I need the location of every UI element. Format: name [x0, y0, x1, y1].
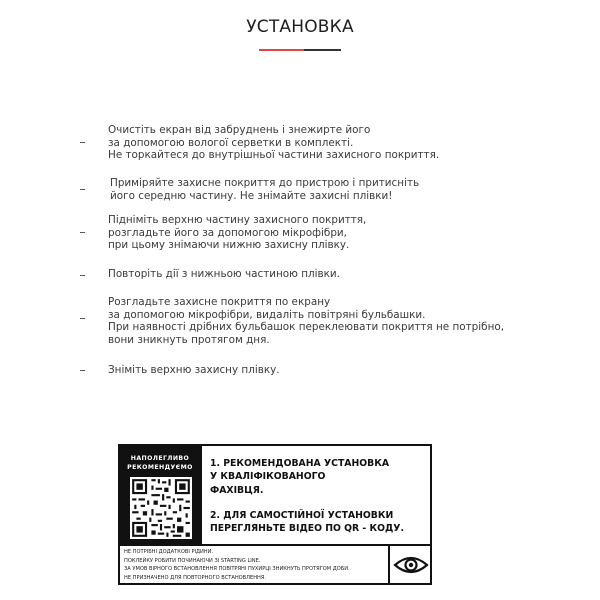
notice-item-2-line-2: ПЕРЕГЛЯНЬТЕ ВІДЕО ПО QR - КОДУ.	[210, 523, 405, 535]
recommend-label	[120, 454, 200, 472]
eye-separator	[388, 546, 390, 583]
notice-footer-line-2: ПОКЛЕЙКУ РОБИТИ ПОЧИНАЮЧИ ЗІ STARTING LINE.	[124, 557, 261, 564]
notice-footer-line-1: НЕ ПОТРІБНІ ДОДАТКОВІ РІДИНИ.	[124, 549, 214, 555]
step-6-text	[108, 364, 280, 377]
step-6-line-1: Зніміть верхню захисну плівку.	[108, 364, 280, 376]
step-3-line-2: розгладьте його за допомогою мікрофібри,	[108, 226, 347, 239]
step-5-line-2: за допомогою мікрофібри, видаліть повітряні бульбашки.	[108, 308, 426, 321]
step-3-line-3: при цьому знімаючи нижню захисну плівку.	[108, 239, 350, 252]
notice-instructions	[210, 457, 430, 535]
step-2-line-2: його середню частину. Не знімайте захисні плівки!	[110, 189, 393, 202]
notice-footer	[124, 548, 389, 582]
step-5-dash	[80, 318, 85, 319]
notice-footer-line-4: НЕ ПРИЗНАЧЕНО ДЛЯ ПОВТОРНОГО ВСТАНОВЛЕННЯ.	[124, 574, 267, 581]
step-4-line-1: Повторіть дії з нижньою частиною плівки.	[108, 268, 340, 280]
step-5-line-4: вони зникнуть протягом дня.	[108, 333, 270, 346]
step-6-dash	[80, 370, 85, 371]
step-2-text	[108, 177, 419, 202]
recommend-panel	[120, 446, 202, 544]
step-5-text	[108, 296, 504, 346]
step-3-text	[108, 214, 366, 252]
recommend-line-2: РЕКОМЕНДУЄМО	[127, 464, 193, 471]
step-3-dash	[80, 232, 85, 233]
step-5-line-1: Розгладьте захисне покриття по екрану	[108, 296, 331, 308]
notice-item-1-line-2: У КВАЛІФІКОВАНОГО	[210, 471, 326, 483]
step-1-dash	[80, 142, 85, 143]
step-1-line-3: Не торкайтеся до внутрішньої частини захисного покриття.	[108, 149, 440, 162]
notice-footer-line-3: ЗА УМОВ ВІРНОГО ВСТАНОВЛЕННЯ ПОВІТРЯНІ ПУХИРЦІ ЗНИКНУТЬ ПРОТЯГОМ ДОБИ.	[124, 566, 350, 572]
installation-notice-box	[118, 444, 432, 585]
recommend-line-1: НАПОЛЕГЛИВО	[130, 455, 190, 462]
step-2-line-1: Приміряйте захисне покриття до пристрою і притисніть	[110, 177, 420, 189]
step-4-text	[108, 268, 340, 281]
qr-code-icon[interactable]	[130, 477, 192, 539]
notice-item-1-line-1: 1. РЕКОМЕНДОВАНА УСТАНОВКА	[210, 458, 390, 469]
step-1-line-1: Очистіть екран від забруднень і знежирте його	[108, 124, 371, 136]
step-1-text	[108, 124, 439, 162]
step-1-line-2: за допомогою вологої серветки в комплекті.	[108, 136, 354, 149]
eye-icon	[393, 553, 429, 577]
notice-divider	[120, 544, 430, 546]
title-underline-accent	[259, 49, 304, 51]
step-3-line-1: Підніміть верхню частину захисного покриття,	[108, 214, 367, 226]
title-underline	[259, 49, 341, 51]
notice-item-2-line-1: 2. ДЛЯ САМОСТІЙНОЇ УСТАНОВКИ	[210, 509, 394, 521]
step-5-line-3: При наявності дрібних бульбашок переклеювати покриття не потрібно,	[108, 321, 505, 334]
step-4-dash	[80, 275, 85, 276]
page-title: УСТАНОВКА	[246, 17, 354, 37]
notice-item-1-line-3: ФАХІВЦЯ.	[210, 484, 264, 496]
title-underline-dark	[304, 49, 341, 51]
step-2-dash	[80, 189, 85, 190]
